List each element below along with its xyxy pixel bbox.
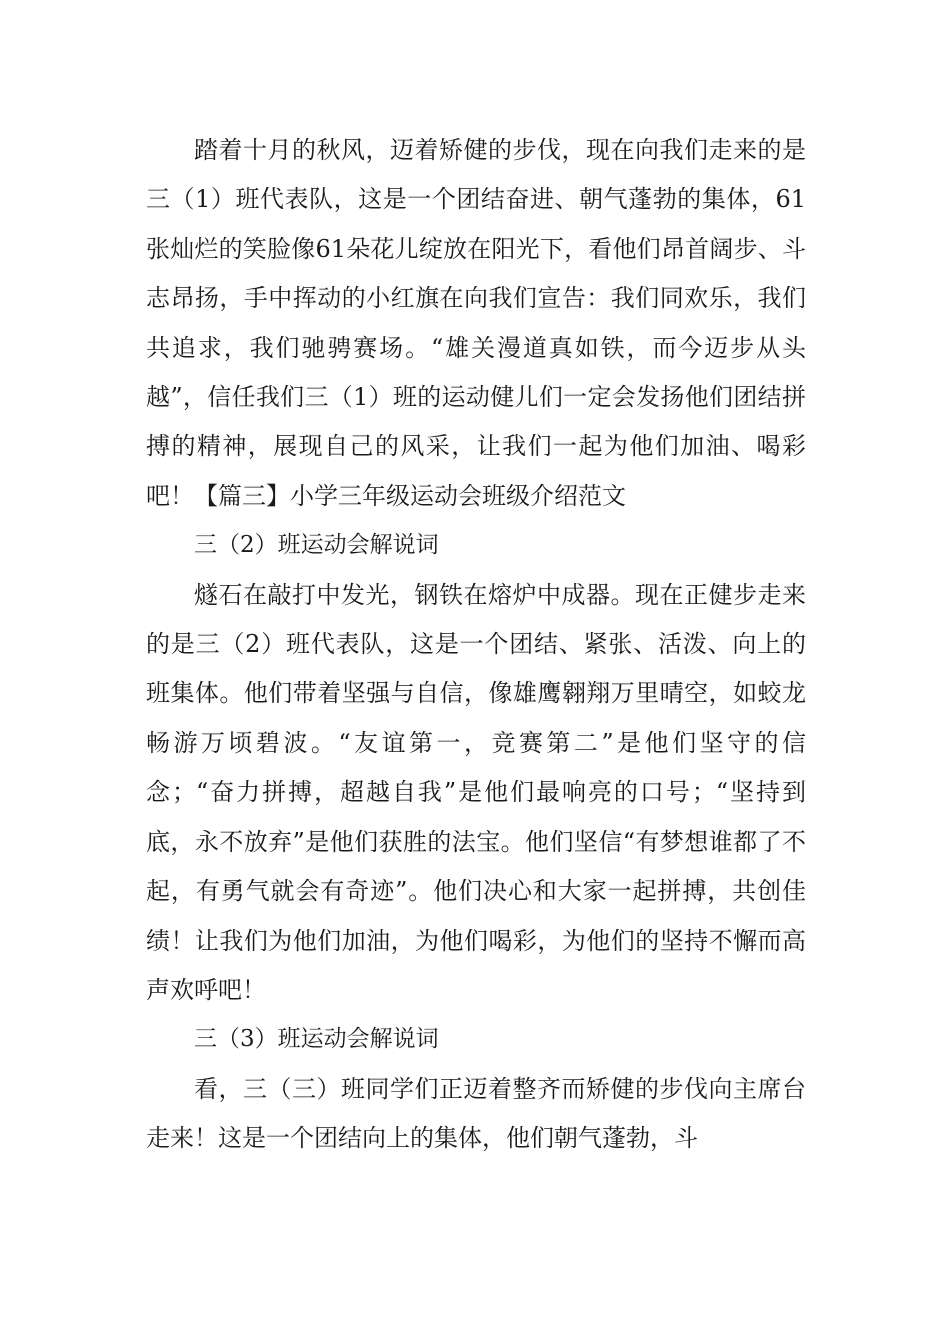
paragraph-class-3-intro: 看，三（三）班同学们正迈着整齐而矫健的步伐向主席台走来！这是一个团结向上的集体，他们朝气蓬勃，斗	[146, 1074, 806, 1153]
heading-class-3-commentary: 三（3）班运动会解说词	[194, 1026, 439, 1053]
paragraph-class-2-intro: 燧石在敲打中发光，钢铁在熔炉中成器。现在正健步走来的是三（2）班代表队，这是一个团结、紧张、活泼、向上的班集体。他们带着坚强与自信，像雄鹰翱翔万里晴空，如蛟龙畅游万顷碧波。“友谊第一，竞赛第二”是他们坚守的信念；“奋力拼搏，超越自我”是他们最响亮的口号；“坚持到底，永不放弃”是他们获胜的法宝。他们坚信“有梦想谁都了不起，有勇气就会有奇迹”。他们决心和大家一起拼搏，共创佳绩！让我们为他们加油，为他们喝彩，为他们的坚持不懈而高声欢呼吧！	[146, 580, 806, 1004]
heading-class-2-commentary: 三（2）班运动会解说词	[194, 532, 439, 559]
document-body	[146, 126, 806, 1164]
paragraph-class-1-intro: 踏着十月的秋风，迈着矫健的步伐，现在向我们走来的是三（1）班代表队，这是一个团结奋进、朝气蓬勃的集体，61张灿烂的笑脸像61朵花儿绽放在阳光下，看他们昂首阔步、斗志昂扬，手中挥动的小红旗在向我们宣告：我们同欢乐，我们共追求，我们驰骋赛场。“雄关漫道真如铁，而今迈步从头越”，信任我们三（1）班的运动健儿们一定会发扬他们团结拼搏的精神，展现自己的风采，让我们一起为他们加油、喝彩吧！【篇三】小学三年级运动会班级介绍范文	[146, 136, 806, 510]
